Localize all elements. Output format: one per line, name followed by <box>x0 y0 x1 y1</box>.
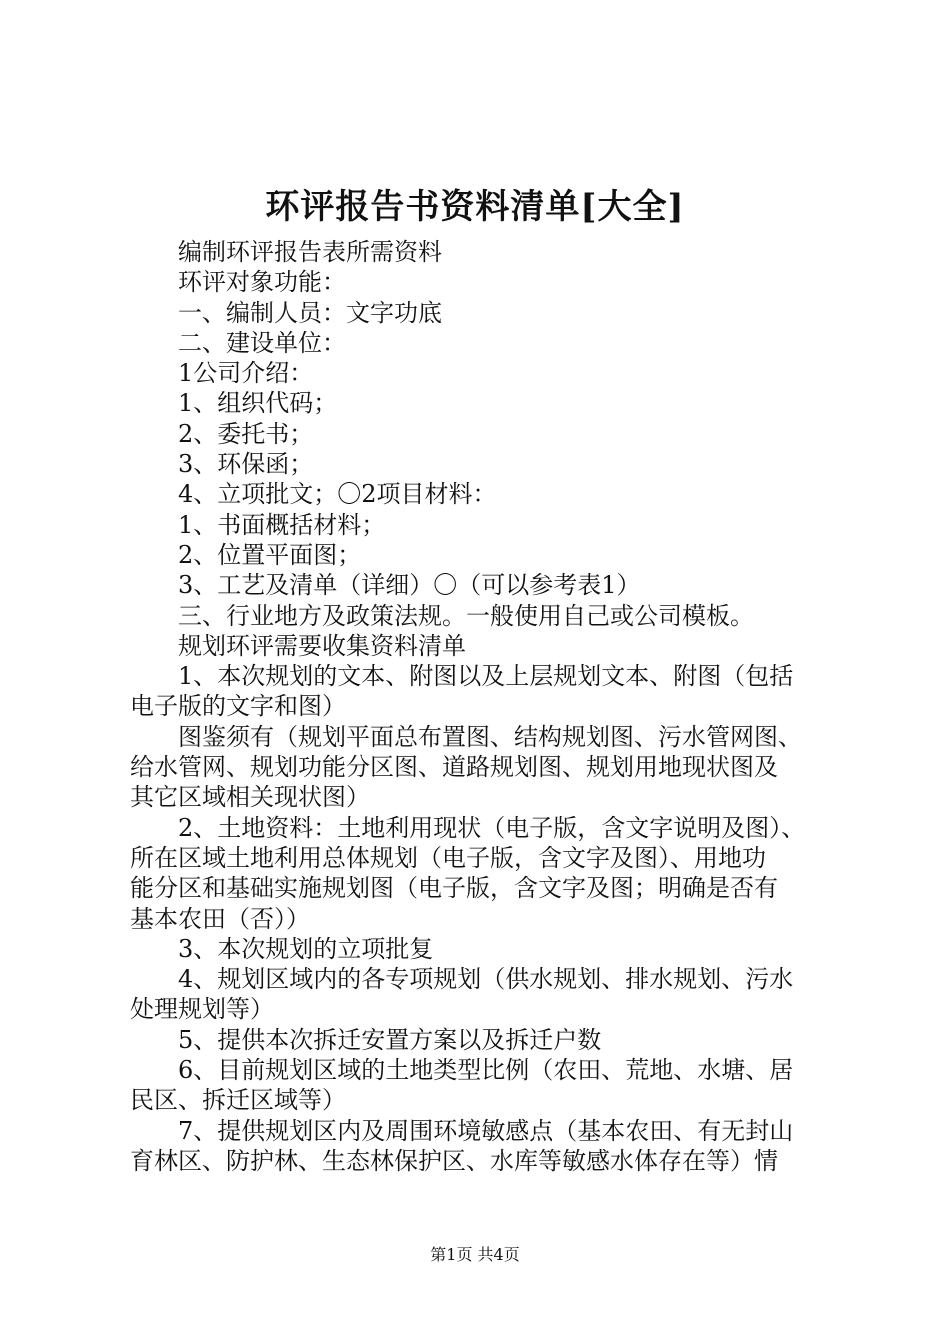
page-footer: 第1页 共4页 <box>430 1245 520 1264</box>
text-line: 2、土地资料：土地利用现状（电子版，含文字说明及图）、 <box>178 813 806 842</box>
text-line: 编制环评报告表所需资料 <box>178 238 442 266</box>
text-line: 三、行业地方及政策法规。一般使用自己或公司模板。 <box>178 601 754 630</box>
text-line: 1、本次规划的文本、附图以及上层规划文本、附图（包括 <box>178 662 794 691</box>
text-line: 环评对象功能： <box>178 268 346 297</box>
text-line: 民区、拆迁区域等） <box>130 1086 346 1115</box>
text-line: 规划环评需要收集资料清单 <box>178 631 466 660</box>
text-line: 一、编制人员：文字功底 <box>178 298 442 327</box>
document-body <box>130 237 835 1176</box>
text-line: 1、书面概括材料； <box>178 510 386 539</box>
text-line: 二、建设单位： <box>178 328 346 357</box>
text-line: 所在区域土地利用总体规划（电子版，含文字及图）、用地功 <box>130 843 766 872</box>
text-line: 7、提供规划区内及周围环境敏感点（基本农田、有无封山 <box>178 1116 794 1145</box>
text-line: 1、组织代码； <box>178 389 338 418</box>
text-line: 3、本次规划的立项批复 <box>178 934 434 963</box>
text-line: 电子版的文字和图） <box>130 692 346 721</box>
text-line: 能分区和基础实施规划图（电子版，含文字及图；明确是否有 <box>130 874 778 903</box>
text-line: 给水管网、规划功能分区图、道路规划图、规划用地现状图及 <box>130 753 778 782</box>
text-line: 2、委托书； <box>178 419 314 448</box>
text-line: 处理规划等） <box>130 995 274 1024</box>
text-line: 图鉴须有（规划平面总布置图、结构规划图、污水管网图、 <box>178 722 802 751</box>
text-line: 1公司介绍： <box>178 359 314 388</box>
text-line: 基本农田（否）） <box>130 904 310 933</box>
text-line: 6、目前规划区域的土地类型比例（农田、荒地、水塘、居 <box>178 1056 794 1085</box>
text-line: 其它区域相关现状图） <box>130 783 370 812</box>
text-line: 4、规划区域内的各专项规划（供水规划、排水规划、污水 <box>178 965 794 994</box>
document-title: 环评报告书资料清单[大全] <box>265 187 685 227</box>
text-line: 4、立项批文；〇2项目材料： <box>178 480 497 509</box>
text-line: 2、位置平面图； <box>178 540 362 569</box>
text-line: 3、环保函； <box>178 450 314 479</box>
text-line: 3、工艺及清单（详细）〇（可以参考表1） <box>178 571 641 600</box>
text-line: 育林区、防护林、生态林保护区、水库等敏感水体存在等）情 <box>130 1146 778 1175</box>
text-line: 5、提供本次拆迁安置方案以及拆迁户数 <box>178 1025 602 1054</box>
